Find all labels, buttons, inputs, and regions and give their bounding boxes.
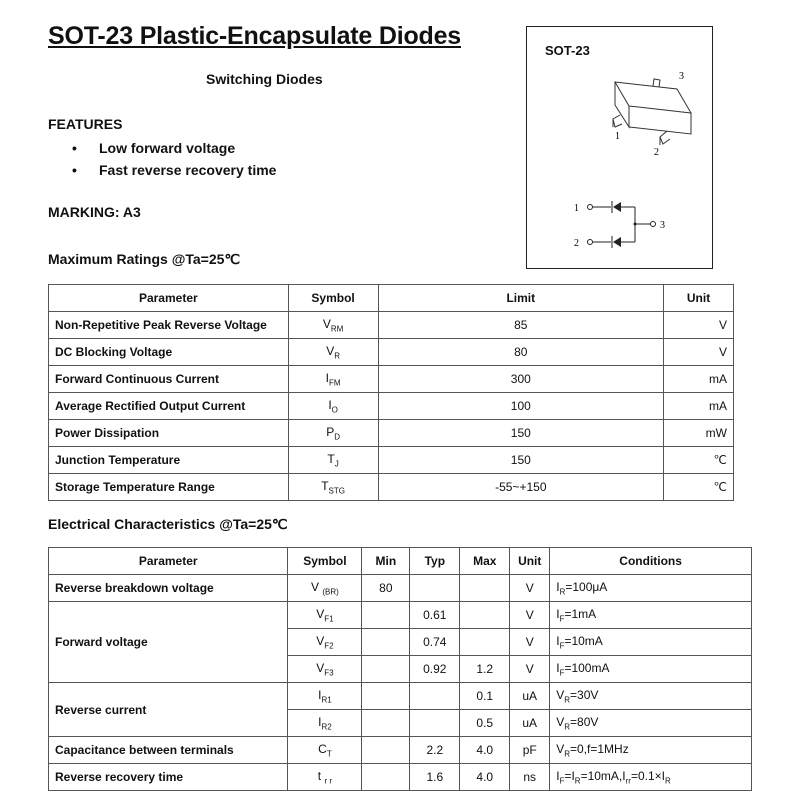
header-limit: Limit — [378, 285, 664, 312]
table-header-row — [49, 285, 734, 312]
bullet-icon: • — [72, 162, 77, 178]
diode-schematic-icon — [588, 201, 656, 248]
table-row: Reverse recovery time t $_{r r}$ 1.6 4.0 ns $I_F=I_R=10mA,I_{rr}=0.1\times I_R$ — [49, 764, 752, 791]
table-row: Junction Temperature $T_J$ 150 ℃ — [49, 447, 734, 474]
table-row: Reverse breakdown voltage V $_{(BR)}$ 80 V $I_R=100\mu A$ — [49, 575, 752, 602]
package-label: SOT-23 — [545, 43, 590, 58]
table-row: Reverse current $I_{R1}$ 0.1 uA $V_R=30V$ — [49, 683, 752, 710]
features-heading: FEATURES — [48, 116, 123, 132]
package-drawing — [527, 27, 714, 270]
electrical-table — [48, 547, 752, 791]
marking-label: MARKING: A3 — [48, 204, 141, 220]
header-unit: Unit — [664, 285, 734, 312]
feature-item: • Fast reverse recovery time — [72, 159, 276, 181]
table-row: DC Blocking Voltage $V_R$ 80 V — [49, 339, 734, 366]
table-row: Power Dissipation $P_D$ 150 mW — [49, 420, 734, 447]
diode-2-icon — [613, 237, 621, 247]
package-diagram — [526, 26, 713, 269]
electrical-heading: Electrical Characteristics @Ta=25℃ — [48, 516, 288, 532]
max-ratings-table — [48, 284, 734, 501]
pin-1-label: 1 — [615, 131, 620, 142]
pin-3-label: 3 — [679, 71, 684, 82]
diode-1-icon — [613, 202, 621, 212]
table-row: Forward Continuous Current $I_{FM}$ 300 mA — [49, 366, 734, 393]
table-row: $V_{F3}$ 0.92 1.2 V $I_F=100mA$ — [49, 656, 752, 683]
pin-2-label: 2 — [654, 147, 659, 158]
table-row: $V_{F2}$ 0.74 V $I_F=10mA$ — [49, 629, 752, 656]
page-subtitle: Switching Diodes — [206, 71, 323, 87]
header-symbol: Symbol — [288, 285, 378, 312]
schematic-pin-3: 3 — [660, 220, 665, 231]
sot23-body-icon — [613, 79, 691, 145]
schematic-pin-1: 1 — [574, 203, 579, 214]
table-row: Average Rectified Output Current $I_O$ 100 mA — [49, 393, 734, 420]
table-row: Non-Repetitive Peak Reverse Voltage $V_{RM}$ 85 V — [49, 312, 734, 339]
table-row: Capacitance between terminals $C_T$ 2.2 4.0 pF $V_R=0,f=1MHz$ — [49, 737, 752, 764]
table-header-row: Parameter Symbol Min Typ Max Unit Conditions — [49, 548, 752, 575]
table-row: Forward voltage $V_{F1}$ 0.61 V $I_F=1mA$ — [49, 602, 752, 629]
bullet-icon: • — [72, 140, 77, 156]
feature-item: • Low forward voltage — [72, 137, 276, 159]
max-ratings-heading: Maximum Ratings @Ta=25℃ — [48, 251, 241, 267]
table-row: $I_{R2}$ 0.5 uA $V_R=80V$ — [49, 710, 752, 737]
features-list — [72, 137, 276, 181]
table-row: Storage Temperature Range $T_{STG}$ -55~+150 ℃ — [49, 474, 734, 501]
header-parameter: Parameter — [49, 285, 289, 312]
schematic-pin-2: 2 — [574, 238, 579, 249]
page-title: SOT-23 Plastic-Encapsulate Diodes — [48, 22, 461, 50]
